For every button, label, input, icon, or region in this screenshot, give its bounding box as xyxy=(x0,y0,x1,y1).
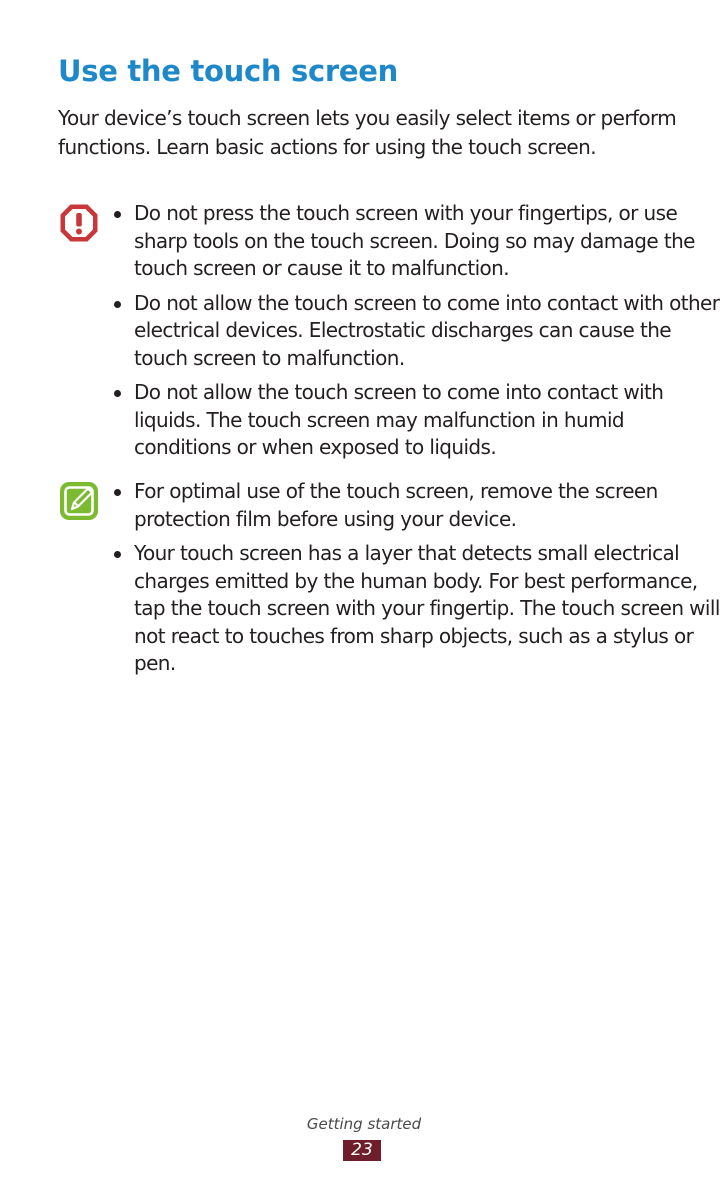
list-item xyxy=(114,540,724,678)
bullet xyxy=(114,489,121,496)
list-item xyxy=(114,478,724,533)
bullet xyxy=(114,211,121,218)
page-number: 23 xyxy=(343,1140,381,1161)
note-item-text: Your touch screen has a layer that detects small electrical charges emitted by the human body. For best performance, tap the touch screen with your fingertip. The touch screen will not react to touches from sharp objects, such as a stylus or pen. xyxy=(134,541,720,675)
warning-notice xyxy=(58,200,720,462)
list-item xyxy=(114,200,724,283)
note-pencil-icon xyxy=(58,480,100,522)
list-item xyxy=(114,379,724,462)
page-title: Use the touch screen xyxy=(58,54,398,88)
warning-item-text: Do not press the touch screen with your fingertips, or use sharp tools on the touch screen. Doing so may damage the touch screen or cause it to malfunction. xyxy=(134,201,695,280)
warning-list xyxy=(114,200,724,469)
bullet xyxy=(114,551,121,558)
warning-item-text: Do not allow the touch screen to come into contact with liquids. The touch screen may malfunction in humid conditions or when exposed to liquids. xyxy=(134,380,664,459)
note-list xyxy=(114,478,724,685)
bullet xyxy=(114,390,121,397)
bullet xyxy=(114,301,121,308)
footer-section-title: Getting started xyxy=(306,1115,422,1133)
note-item-text: For optimal use of the touch screen, remove the screen protection film before using your device. xyxy=(134,479,658,531)
intro-paragraph: Your device’s touch screen lets you easily select items or perform functions. Learn basic actions for using the touch screen. xyxy=(58,106,677,159)
warning-icon xyxy=(58,202,100,244)
list-item xyxy=(114,290,724,373)
warning-item-text: Do not allow the touch screen to come into contact with other electrical devices. Electrostatic discharges can cause the touch screen to malfunction. xyxy=(134,290,720,370)
note-notice xyxy=(58,478,720,688)
